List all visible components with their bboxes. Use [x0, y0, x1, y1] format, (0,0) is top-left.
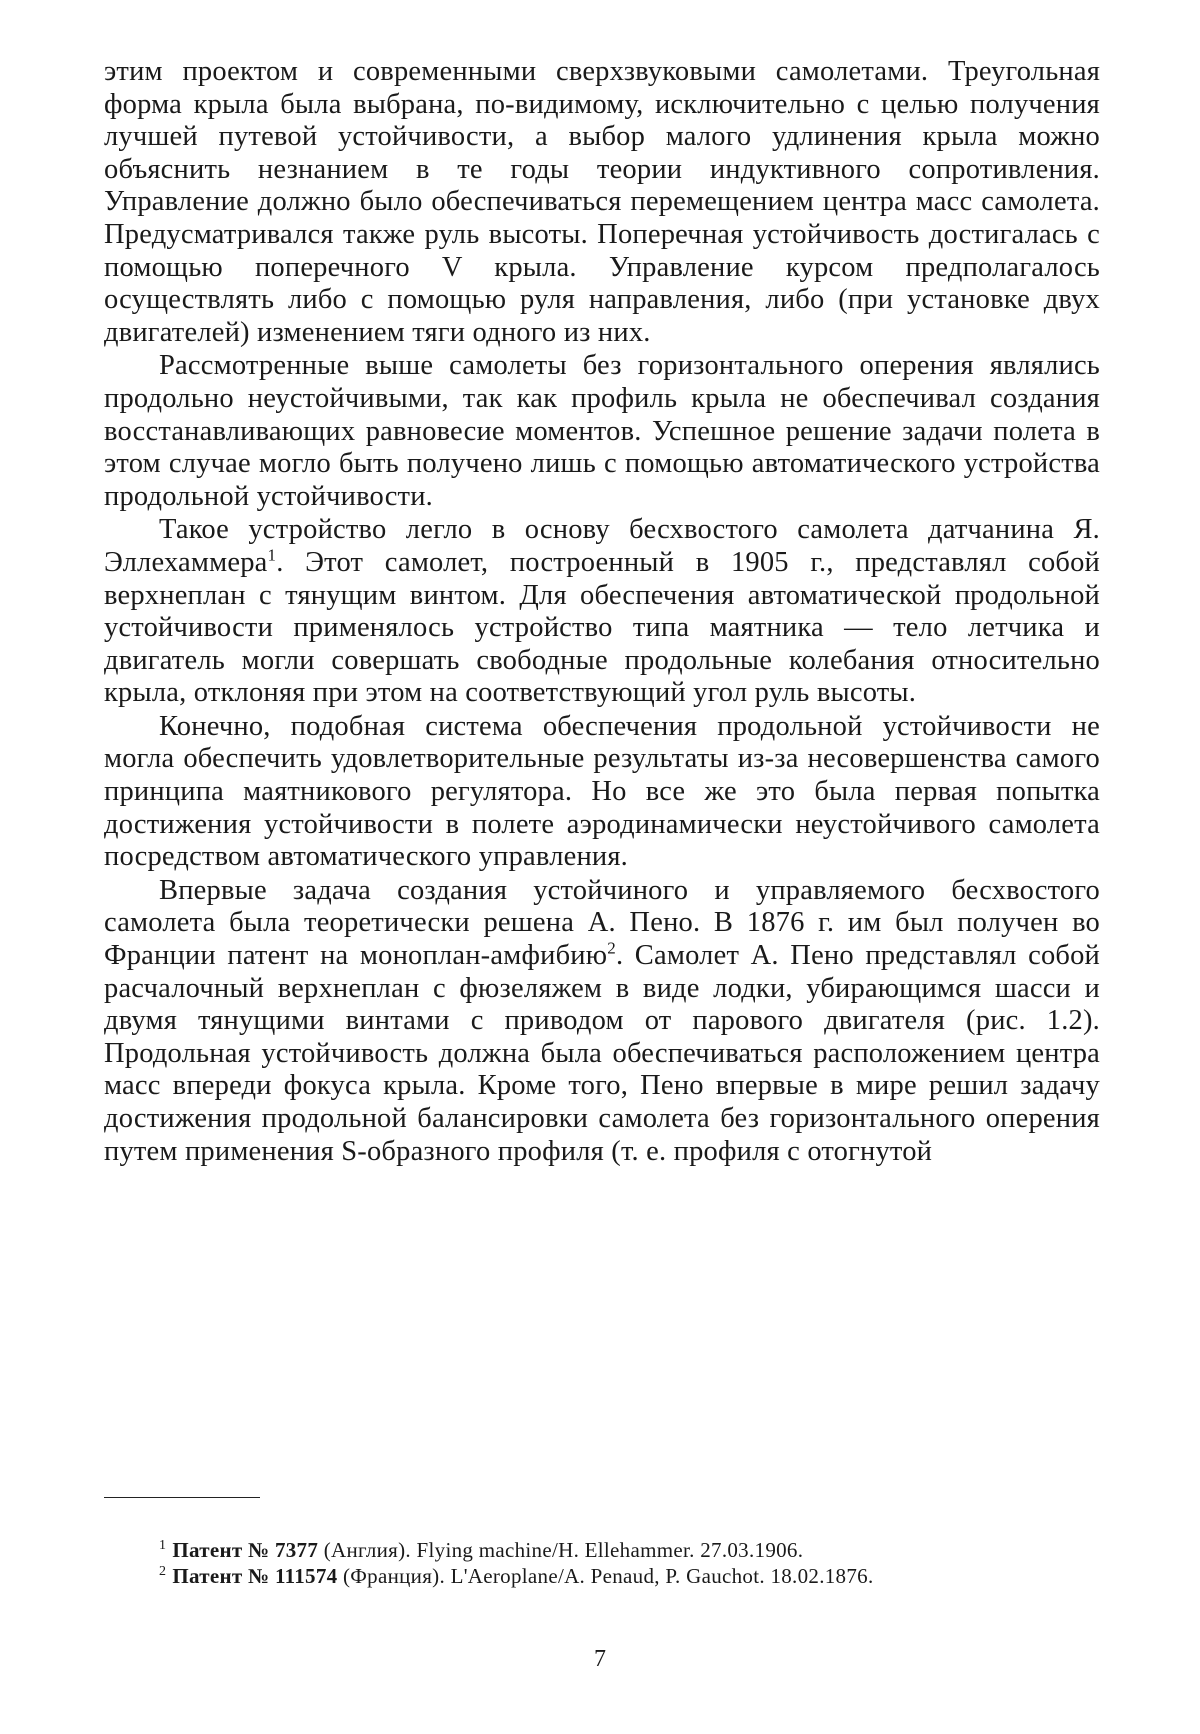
paragraph-4-text: Конечно, подобная система обеспечения продольной устойчивости не могла обеспечить удовлетворительные результаты из-за несовершенства самого принципа маятникового регулятора. Но все же это была первая попытка достижения устойчивости в полете аэродинамически неустойчивого самолета посредством автоматического управления.	[104, 710, 1100, 873]
footnote-divider	[104, 1497, 260, 1498]
footnote-1-mark: 1	[159, 1538, 167, 1553]
paragraph-1	[104, 56, 1100, 349]
paragraph-5	[104, 875, 1100, 1168]
footnote-ref-1: 1	[267, 545, 277, 565]
footnotes	[104, 1537, 1100, 1589]
footnote-2-label: Патент № 111574	[172, 1564, 338, 1588]
paragraph-3-text-after: . Этот самолет, построенный в 1905 г., представлял собой верхнеплан с тянущим винтом. Для обеспечения автоматической продольной устойчивости применялось устройство типа маятника — тело летчика и двигатель могли совершать свободные продольные колебания относительно крыла, отклоняя при этом на соответствующий угол руль высоты.	[104, 546, 1100, 709]
page-number: 7	[594, 1646, 606, 1672]
paragraph-3-text-before: Такое устройство легло в основу бесхвостого самолета датчанина Я. Эллехаммера	[104, 514, 1100, 578]
paragraph-4	[104, 711, 1100, 874]
paragraph-5-text-before: Впервые задача создания устойчиного и управляемого бесхвостого самолета была теоретически решена А. Пено. В 1876 г. им был получен во Франции патент на моноплан-амфибию	[104, 874, 1100, 972]
footnote-1-label: Патент № 7377	[172, 1538, 319, 1562]
paragraph-5-text-after: . Самолет А. Пено представлял собой расчалочный верхнеплан с фюзеляжем в виде лодки, убирающимся шасси и двумя тянущими винтами с приводом от парового двигателя (рис. 1.2). Продольная устойчивость должна была обеспечиваться расположением центра масс впереди фокуса крыла. Кроме того, Пено впервые в мире решил задачу достижения продольной балансировки самолета без горизонтального оперения путем применения S-образного профиля (т. е. профиля с отогнутой	[104, 940, 1101, 1167]
paragraph-2-text: Рассмотренные выше самолеты без горизонтального оперения являлись продольно неустойчивыми, так как профиль крыла не обеспечивал создания восстанавливающих равновесие моментов. Успешное решение задачи полета в этом случае могло быть получено лишь с помощью автоматического устройства продольной устойчивости.	[104, 350, 1100, 512]
paragraph-3	[104, 514, 1100, 710]
paragraph-2	[104, 350, 1100, 513]
footnote-1	[104, 1537, 1100, 1563]
footnote-ref-2: 2	[607, 938, 616, 958]
footnote-2-text: (Франция). L'Aeroplane/A. Penaud, P. Gauchot. 18.02.1876.	[337, 1564, 874, 1588]
footnote-2	[104, 1563, 1100, 1589]
page-body	[104, 56, 1100, 1168]
footnote-2-mark: 2	[159, 1564, 167, 1579]
paragraph-1-text: этим проектом и современными сверхзвуковыми самолетами. Треугольная форма крыла была выбрана, по-видимому, исключительно с целью получения лучшей путевой устойчивости, а выбор малого удлинения крыла можно объяснить незнанием в те годы теории индуктивного сопротивления. Управление должно было обеспечиваться перемещением центра масс самолета. Предусматривался также руль высоты. Поперечная устойчивость достигалась с помощью поперечного V крыла. Управление курсом предполагалось осуществлять либо с помощью руля направления, либо (при установке двух двигателей) изменением тяги одного из них.	[104, 56, 1100, 348]
footnote-1-text: (Англия). Flying machine/H. Ellehammer. 27.03.1906.	[318, 1538, 804, 1562]
